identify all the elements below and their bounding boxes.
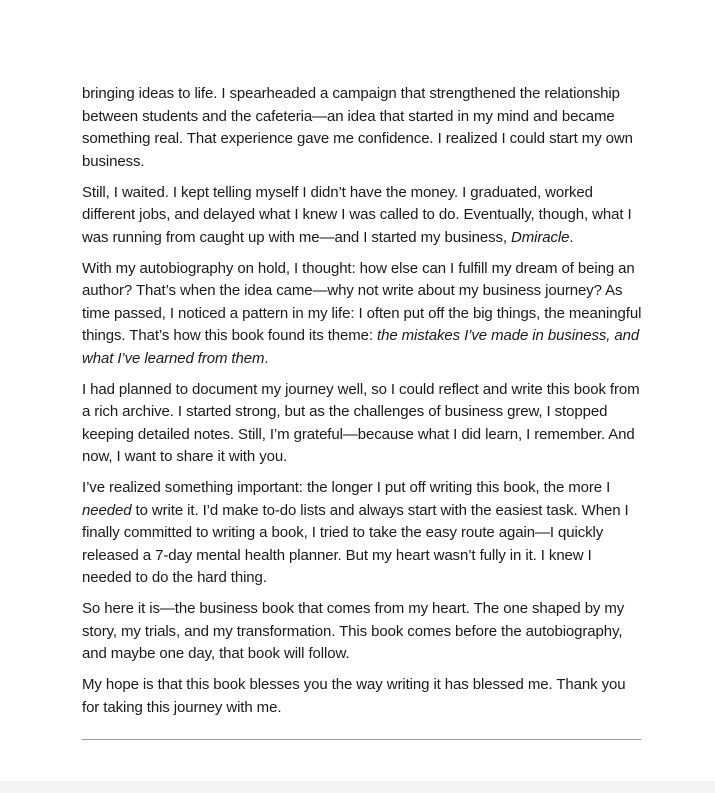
paragraph-text: I had planned to document my journey well, so I could reflect and write this book from a rich archive. I started strong, but as the challenges of business grew, I stopped keeping detailed notes. Still, I’m grateful—because what I did learn, I remember. And now, I want to share it with you. xyxy=(82,380,640,465)
paragraph-text: to write it. I’d make to-do lists and always start with the easiest task. When I finally committed to writing a book, I tried to take the easy route again—I quickly released a 7-day mental health planner. But my heart wasn’t fully in it. I knew I needed to do the hard thing. xyxy=(82,501,629,586)
paragraph-text: My hope is that this book blesses you the way writing it has blessed me. Thank you for taking this journey with me. xyxy=(82,676,626,716)
emphasis-text: Dmiracle xyxy=(511,228,570,246)
paragraph xyxy=(82,598,645,666)
paragraph-text: bringing ideas to life. I spearheaded a campaign that strengthened the relationship between students and the cafeteria—an idea that started in my mind and became something real. That experience gave me confidence. I realized I could start my own business. xyxy=(82,85,633,170)
paragraph-text: Still, I waited. I kept telling myself I didn’t have the money. I graduated, worked different jobs, and delayed what I knew I was called to do. Eventually, though, what I was running from caught up with me—and I started my business, xyxy=(82,183,632,246)
paragraph-text: . xyxy=(264,349,269,367)
paragraph xyxy=(82,477,645,590)
paragraph-text: So here it is—the business book that comes from my heart. The one shaped by my story, my trials, and my transformation. This book comes before the autobiography, and maybe one day, that book will follow. xyxy=(82,600,625,662)
emphasis-text: the mistakes I’ve made in business, and what I’ve learned from them xyxy=(82,327,640,367)
paragraph xyxy=(82,379,645,469)
emphasis-text: needed xyxy=(82,501,132,519)
document-body xyxy=(82,83,645,728)
paragraph xyxy=(82,182,645,250)
page-gap xyxy=(0,781,715,793)
paragraph-text: . xyxy=(569,228,574,246)
paragraph xyxy=(82,674,645,719)
paragraph xyxy=(82,258,645,371)
paragraph-text: I’ve realized something important: the longer I put off writing this book, the more I xyxy=(82,479,611,496)
paragraph xyxy=(82,83,645,173)
paragraph-text: With my autobiography on hold, I thought: how else can I fulfill my dream of being an author? That’s when the idea came—why not write about my business journey? As time passed, I noticed a pattern in my life: I often put off the big things, the meaningful things. That’s how this book found its theme: xyxy=(82,259,642,344)
section-divider xyxy=(82,739,641,740)
